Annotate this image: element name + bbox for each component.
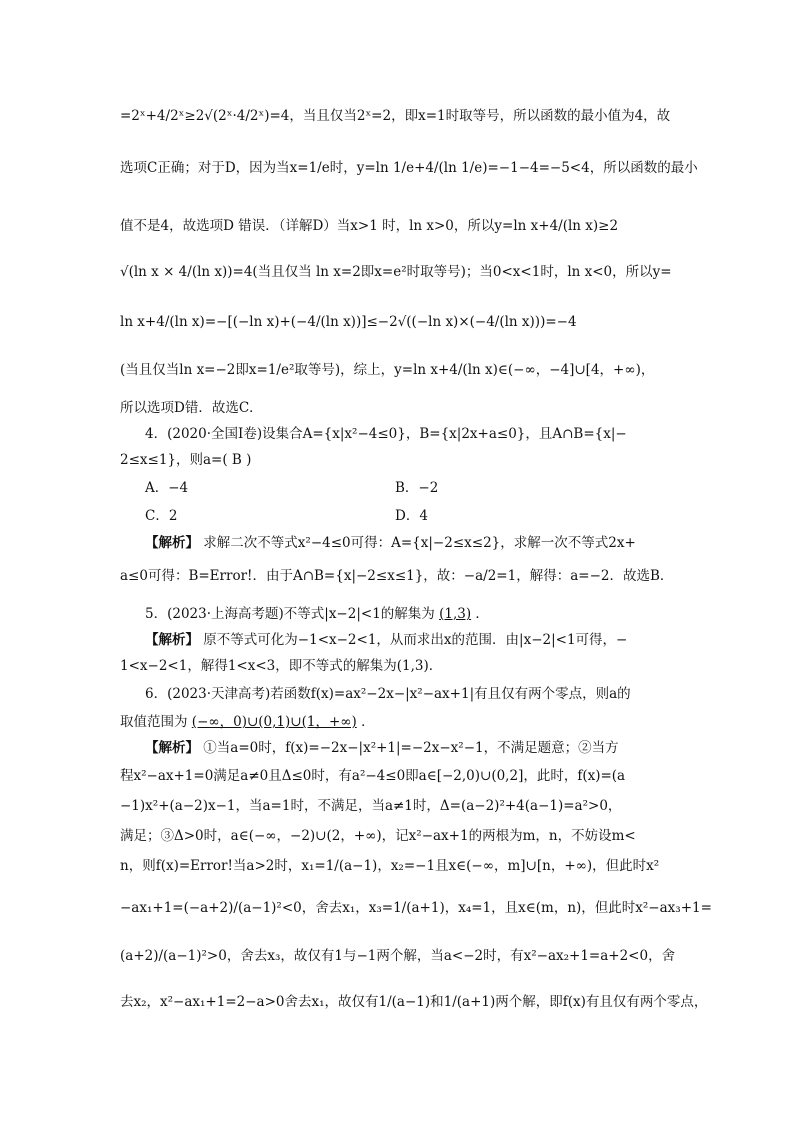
- text-line: ln x+4/(ln x)=−[(−ln x)+(−4/(ln x))]≤−2√((−ln x)×(−4/(ln x)))=−4: [120, 314, 577, 330]
- q5-stem-text: 5．(2023·上海高考题)不等式|x−2|<1的解集为: [145, 606, 435, 622]
- q6-solution-line: 程x²−ax+1=0满足a≠0且Δ≤0时，有a²−4≤0即a∈[−2,0)∪(0,2]，此时，f(x)=(a: [120, 768, 626, 784]
- q5-solution-tag: 【解析】: [145, 632, 199, 648]
- q5-answer: (1,3): [439, 606, 472, 622]
- text-line: 选项C正确；对于D，因为当x=1/e时，y=ln 1/e+4/(ln 1/e)=−1−4=−5<4，所以函数的最小: [120, 160, 698, 176]
- q6-solution-text: ①当a=0时，f(x)=−2x−|x²+1|=−2x−x²−1，不满足题意；②当方: [203, 740, 619, 756]
- q6-solution-line: −1)x²+(a−2)x−1，当a=1时，不满足，当a≠1时，Δ=(a−2)²+4(a−1)=a²>0，: [120, 798, 622, 814]
- text-line: 所以选项D错．故选C．: [120, 400, 263, 416]
- q5-solution-line1: [145, 630, 627, 650]
- q6-solution-line: n，则f(x)=Error!当a>2时，x₁=1/(a−1)，x₂=−1且x∈(−∞，m]∪[n，+∞)，但此时x²: [120, 858, 660, 874]
- q4-option-b: B．−2: [395, 480, 439, 496]
- q4-solution-text: 求解二次不等式x²−4≤0可得：A={x|−2≤x≤2}，求解一次不等式2x+: [203, 535, 636, 551]
- q4-solution-line2: a≤0可得：B=Error!．由于A∩B={x|−2≤x≤1}，故：−a/2=1，解得：a=−2．故选B．: [120, 568, 674, 584]
- text-line: (当且仅当ln x=−2即x=1/e²取等号)，综上，y=ln x+4/(ln x)∈(−∞，−4]∪[4，+∞)，: [120, 362, 655, 378]
- q6-solution-line: 满足；③Δ>0时，a∈(−∞，−2)∪(2，+∞)，记x²−ax+1的两根为m，n，不妨设m<: [120, 828, 636, 844]
- q5-stem-end: ．: [475, 606, 489, 622]
- text-line: =2ˣ+4/2ˣ≥2√(2ˣ·4/2ˣ)=4，当且仅当2ˣ=2，即x=1时取等号，所以函数的最小值为4，故: [120, 108, 671, 124]
- q4-option-c: C．2: [145, 508, 178, 524]
- q4-stem-line1: 4．(2020·全国Ⅰ卷)设集合A={x|x²−4≤0}，B={x|2x+a≤0}，且A∩B={x|−: [145, 426, 627, 442]
- q6-solution-line1: [145, 738, 619, 758]
- q4-solution-line1: [145, 533, 636, 553]
- q4-option-a: A．−4: [145, 480, 189, 496]
- text-line: 值不是4，故选项D 错误．（详解D）当x>1 时，ln x>0，所以y=ln x+4/(ln x)≥2: [120, 218, 619, 234]
- q6-stem-line1: 6．(2023·天津高考)若函数f(x)=ax²−2x−|x²−ax+1|有且仅有两个零点，则a的: [145, 686, 631, 702]
- q4-solution-tag: 【解析】: [145, 535, 199, 551]
- q6-answer: (−∞，0)∪(0,1)∪(1，+∞): [191, 714, 357, 730]
- q4-option-d: D．4: [395, 508, 428, 524]
- q5-stem: [145, 604, 489, 624]
- text-line: √(ln x × 4/(ln x))=4(当且仅当 ln x=2即x=e²时取等号)；当0<x<1时，ln x<0，所以y=: [120, 264, 672, 280]
- q6-stem-line2: [120, 712, 375, 732]
- q4-stem-line2: 2≤x≤1}，则a=( B ): [120, 452, 252, 468]
- q6-solution-line: −ax₁+1=(−a+2)/(a−1)²<0，舍去x₁，x₃=1/(a+1)，x₄=1，且x∈(m，n)，但此时x²−ax₃+1=: [120, 900, 712, 916]
- q6-solution-line: 去x₂，x²−ax₁+1=2−a>0舍去x₁，故仅有1/(a−1)和1/(a+1)两个解，即f(x)有且仅有两个零点，: [120, 994, 708, 1010]
- q6-solution-tag: 【解析】: [145, 740, 199, 756]
- q6-stem-end: ．: [361, 714, 375, 730]
- q5-solution-line2: 1<x−2<1，解得1<x<3，即不等式的解集为(1,3)．: [120, 658, 443, 674]
- q6-solution-line: (a+2)/(a−1)²>0，舍去x₃，故仅有1与−1两个解，当a<−2时，有x²−ax₂+1=a+2<0，舍: [120, 948, 676, 964]
- q5-solution-text: 原不等式可化为−1<x−2<1，从而求出x的范围．由|x−2|<1可得，−: [203, 632, 628, 648]
- q6-stem-text: 取值范围为: [120, 714, 188, 730]
